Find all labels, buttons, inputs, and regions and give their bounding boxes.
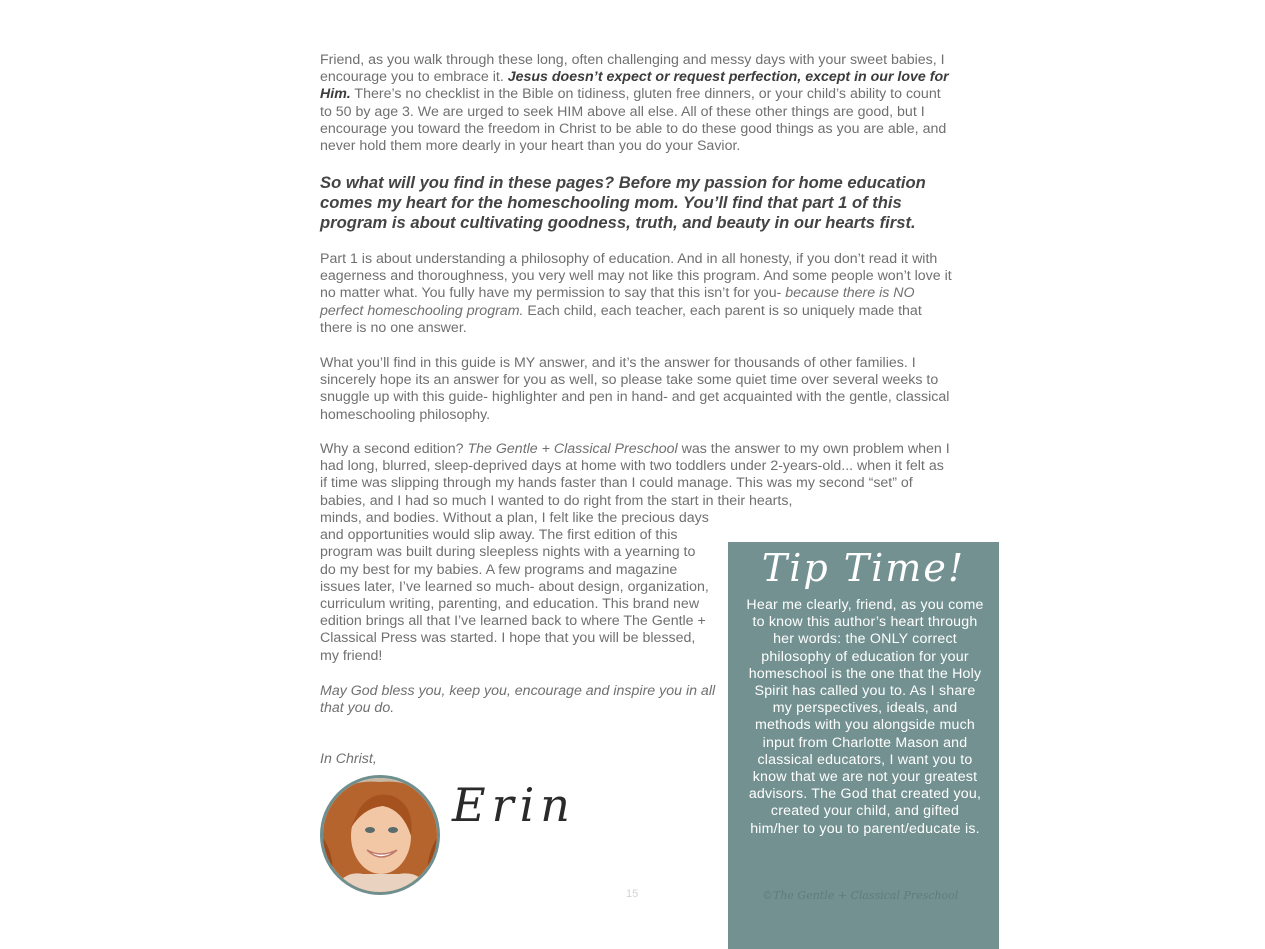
intro-text-before: Friend, as you walk through these long, often challenging and messy days with your sweet babies, I encourage you to embrace it. [320,52,945,86]
tip-box [728,542,999,949]
copyright-text: ©The Gentle + Classical Preschool [762,889,959,902]
intro-text-after: There’s no checklist in the Bible on tidiness, gluten free dinners, or your child’s ability to count to 50 by age 3. We are urged to seek HIM above all else. All of these other things are good, but I encourage you toward the freedom in Christ to be able to do these good things as you are able, and never hold them more dearly in your heart than you do your Savior. [320,86,947,155]
guide-paragraph: What you’ll find in this guide is MY answer, and it’s the answer for thousands of other families. I sincerely hope its an answer for you as well, so please take some quiet time over several weeks to snuggle up with this guide- highlighter and pen in hand- and get acquainted with the gentle, classical homeschooling philosophy. [320,355,950,423]
closing-text: In Christ, [320,751,377,767]
section-heading: So what will you find in these pages? Before my passion for home education comes my heart for the homeschooling mom. You’ll find that part 1 of this program is about cultivating goodness, truth, and beauty in our hearts first. [320,173,926,232]
intro-emphasis: Jesus doesn’t expect or request perfection, except in our love for Him. [320,69,949,103]
edition-text-after: was the answer to my own problem when I had long, blurred, sleep-deprived days at home with two toddlers under 2-years-old... when it felt as if time was slipping through my hands faster than I could manage. This was my second “set” of babies, and I had so much I wanted to do right from the start in their hearts, [320,441,950,509]
part1-italic: because there is NO perfect homeschooling program. [320,285,915,319]
edition-paragraph-continued: minds, and bodies. Without a plan, I felt like the precious days and opportunities would slip away. The first edition of this program was built during sleepless nights with a yearning to do my best for my babies. A few programs and magazine issues later, I’ve learned so much- about design, organization, curriculum writing, parenting, and education. This brand new edition brings all that I’ve learned back to where The Gentle + Classical Press was started. I hope that you will be blessed, my friend! [320,510,709,664]
blessing-text: May God bless you, keep you, encourage and inspire you in all that you do. [320,683,716,717]
author-photo [323,778,437,892]
part1-text-after: Each child, each teacher, each parent is so uniquely made that there is no one answer. [320,302,922,336]
part1-paragraph [320,251,952,337]
edition-paragraph [320,441,952,510]
author-signature: Erin [452,778,576,832]
tip-box-title: Tip Time! [761,546,966,590]
edition-text-before: Why a second edition? [320,441,468,457]
page-number: 15 [626,888,639,900]
tip-box-body: Hear me clearly, friend, as you come to know this author’s heart through her words: the ONLY correct philosophy of education for your homeschool is the one that the Holy Spirit has called you to. As I share my perspectives, ideals, and methods with you alongside much input from Charlotte Mason and classical educators, I want you to know that we are not your greatest advisors. The God that created you, created your child, and gifted him/her to you to parent/educate is. [746,597,984,837]
part1-text-before: Part 1 is about understanding a philosophy of education. And in all honesty, if you don’t read it with eagerness and thoroughness, you very well may not like this program. And some people won’t love it no matter what. You fully have my permission to say that this isn’t for you- [320,251,952,302]
intro-paragraph [320,52,952,155]
edition-book-title: The Gentle + Classical Preschool [467,441,678,457]
author-avatar [320,775,440,895]
